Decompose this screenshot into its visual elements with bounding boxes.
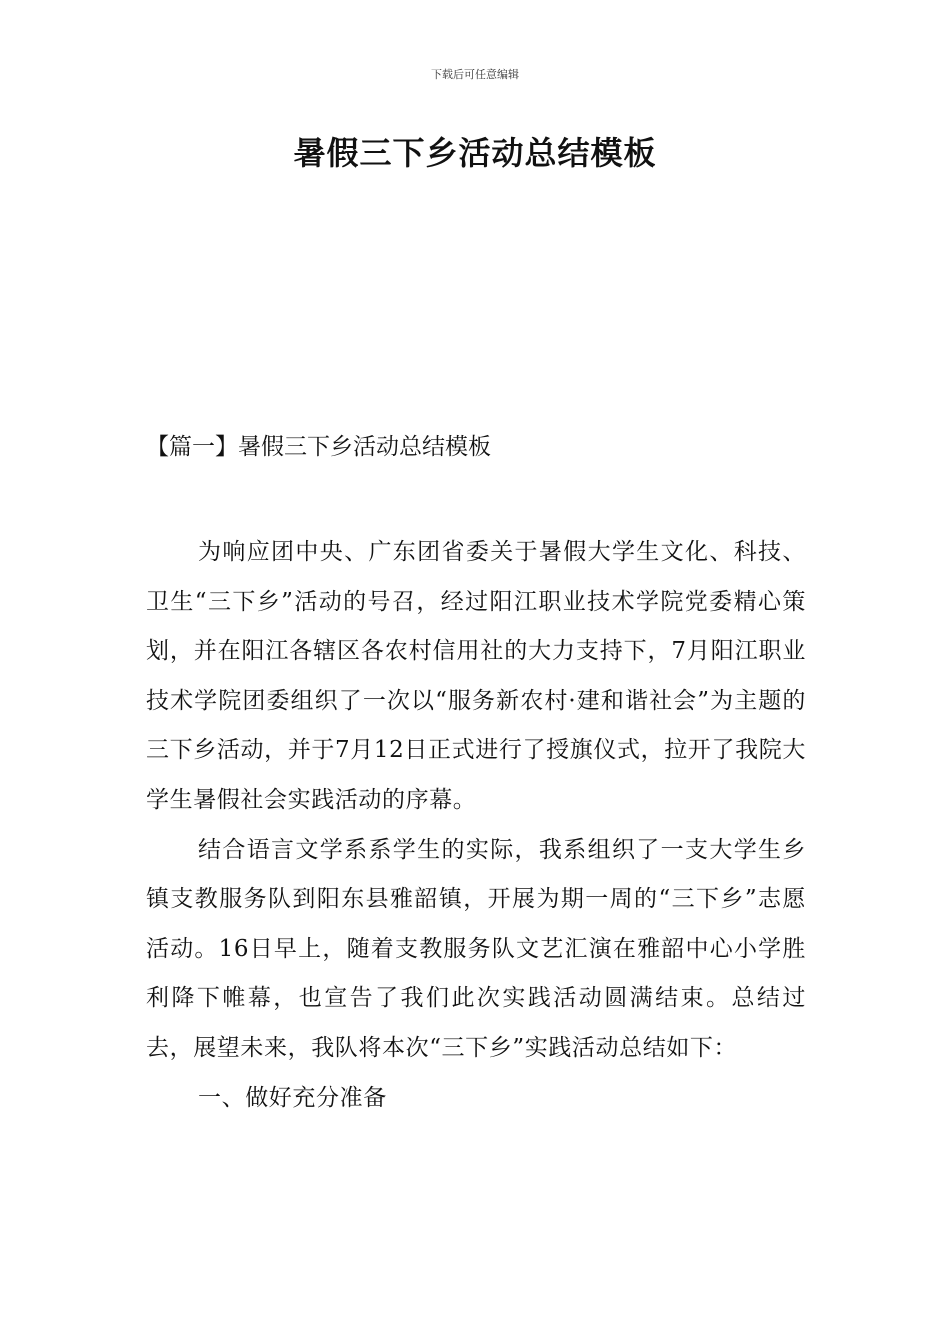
document-title: 暑假三下乡活动总结模板 [293, 134, 657, 172]
subheading-preparation: 一、做好充分准备 [198, 1084, 387, 1111]
section-heading: 【篇一】暑假三下乡活动总结模板 [146, 434, 491, 460]
document-body [146, 528, 806, 1123]
paragraph-summary: 结合语言文学系系学生的实际，我系组织了一支大学生乡镇支教服务队到阳东县雅韶镇，开展为期一周的“三下乡”志愿活动。16日早上，随着支教服务队文艺汇演在雅韶中心小学胜利降下帷幕，也宣告了我们此次实践活动圆满结束。总结过去，展望未来，我队将本次“三下乡”实践活动总结如下： [146, 836, 806, 1061]
header-note: 下载后可任意编辑 [431, 68, 519, 81]
paragraph-intro: 为响应团中央、广东团省委关于暑假大学生文化、科技、卫生“三下乡”活动的号召，经过阳江职业技术学院党委精心策划，并在阳江各辖区各农村信用社的大力支持下，7月阳江职业技术学院团委组织了一次以“服务新农村·建和谐社会”为主题的三下乡活动，并于7月12日正式进行了授旗仪式，拉开了我院大学生暑假社会实践活动的序幕。 [146, 539, 806, 813]
